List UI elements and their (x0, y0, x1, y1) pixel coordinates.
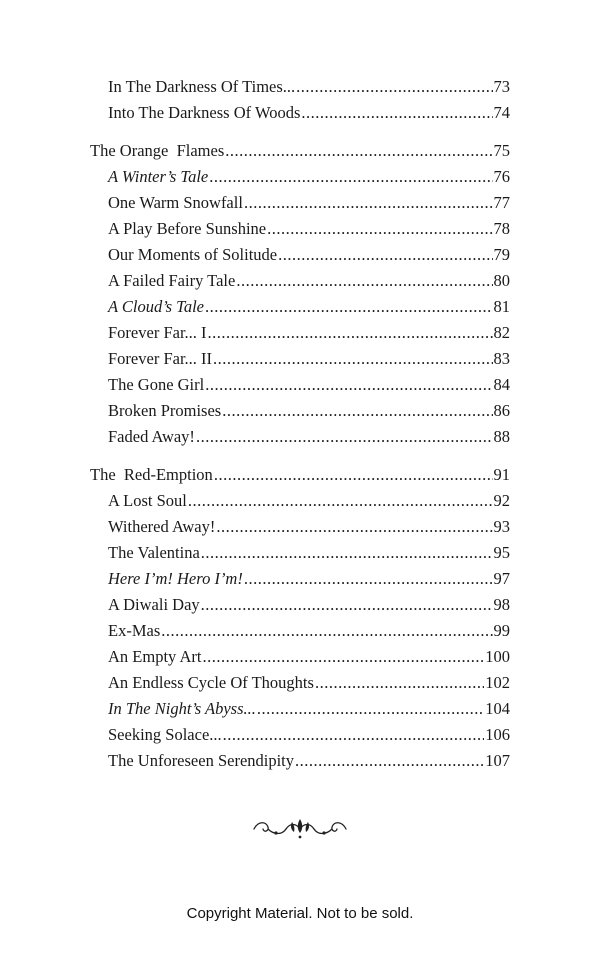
toc-entry (108, 647, 510, 667)
toc-entry (108, 103, 510, 123)
toc-entry-page-number: 92 (493, 491, 510, 510)
dot-leader (244, 193, 493, 213)
toc-entry (108, 517, 510, 537)
toc-entry (108, 323, 510, 343)
toc-entry (108, 245, 510, 265)
dot-leader (278, 245, 492, 265)
toc-entry-title: Here I’m! Hero I’m! (108, 569, 243, 588)
dot-leader (213, 349, 492, 369)
toc-entry-title: Forever Far... II (108, 349, 213, 368)
toc-entry-title: A Lost Soul (108, 491, 187, 510)
toc-entry (108, 193, 510, 213)
toc-entry-page-number: 81 (493, 297, 510, 316)
dot-leader (201, 543, 493, 563)
toc-entry-title: An Empty Art (108, 647, 202, 666)
toc-entry-title: The Red-Emption (90, 465, 213, 484)
toc-entry-page-number: 95 (493, 543, 510, 562)
toc-entry-page-number: 83 (493, 349, 510, 368)
toc-entry (108, 271, 510, 291)
toc-entry (108, 751, 510, 771)
dot-leader (236, 271, 492, 291)
dot-leader (223, 725, 485, 745)
toc-entry-title: An Endless Cycle Of Thoughts (108, 673, 314, 692)
dot-leader (244, 569, 493, 589)
toc-entry-title: Seeking Solace... (108, 725, 222, 744)
toc-entry (108, 167, 510, 187)
toc-entry (108, 569, 510, 589)
toc-entry-page-number: 82 (493, 323, 510, 342)
toc-entry-title: A Cloud’s Tale (108, 297, 204, 316)
toc-entry (108, 427, 510, 447)
dot-leader (201, 595, 493, 615)
toc-entry (108, 77, 510, 97)
toc-entry-page-number: 84 (493, 375, 510, 394)
toc-entry-page-number: 76 (493, 167, 510, 186)
dot-leader (209, 167, 492, 187)
dot-leader (205, 297, 493, 317)
toc-entry-title: Faded Away! (108, 427, 195, 446)
toc-entry-title: A Failed Fairy Tale (108, 271, 236, 290)
toc-entry (108, 595, 510, 615)
toc-entry (108, 297, 510, 317)
toc-entry-title: Ex-Mas (108, 621, 161, 640)
toc-entry-title: In The Darkness Of Times... (108, 77, 296, 96)
dot-leader (203, 647, 485, 667)
toc-entry (108, 491, 510, 511)
toc-entry-page-number: 102 (485, 673, 510, 692)
toc-entry-page-number: 91 (493, 465, 510, 484)
dot-leader (196, 427, 493, 447)
toc-entry-page-number: 79 (493, 245, 510, 264)
toc-entry-page-number: 99 (493, 621, 510, 640)
dot-leader (296, 77, 492, 97)
dot-leader (188, 491, 493, 511)
toc-entry-page-number: 73 (493, 77, 510, 96)
toc-entry-title: The Orange Flames (90, 141, 225, 160)
toc-entry-page-number: 104 (485, 699, 510, 718)
toc-entry-page-number: 93 (493, 517, 510, 536)
dot-leader (295, 751, 484, 771)
toc-entry-page-number: 80 (493, 271, 510, 290)
toc-entry-title: The Valentina (108, 543, 200, 562)
dot-leader (216, 517, 492, 537)
toc-entry-page-number: 98 (493, 595, 510, 614)
toc-entry (108, 725, 510, 745)
toc-entry-page-number: 86 (493, 401, 510, 420)
dot-leader (267, 219, 492, 239)
toc-entry (108, 349, 510, 369)
toc-entry-page-number: 77 (493, 193, 510, 212)
toc-entry (108, 543, 510, 563)
dot-leader (257, 699, 484, 719)
dot-leader (208, 323, 493, 343)
dot-leader (222, 401, 492, 421)
toc-entry-page-number: 74 (493, 103, 510, 122)
toc-entry-title: One Warm Snowfall (108, 193, 243, 212)
toc-entry-title: A Diwali Day (108, 595, 200, 614)
toc-entry-title: Forever Far... I (108, 323, 207, 342)
toc-entry (108, 699, 510, 719)
toc-entry-title: Broken Promises (108, 401, 222, 420)
dot-leader (205, 375, 492, 395)
toc-entry-page-number: 78 (493, 219, 510, 238)
flourish-ornament-icon (252, 815, 348, 843)
toc-entry-title: A Play Before Sunshine (108, 219, 267, 238)
toc-entry-page-number: 106 (485, 725, 510, 744)
toc-section-entry (90, 141, 510, 161)
toc-entry-title: A Winter’s Tale (108, 167, 209, 186)
dot-leader (214, 465, 493, 485)
toc-entry-title: In The Night’s Abyss... (108, 699, 256, 718)
toc-entry (108, 375, 510, 395)
toc-entry-page-number: 88 (493, 427, 510, 446)
toc-entry-title: Into The Darkness Of Woods (108, 103, 301, 122)
toc-entry-title: Withered Away! (108, 517, 216, 536)
dot-leader (315, 673, 484, 693)
toc-entry (108, 673, 510, 693)
toc-entry-title: The Unforeseen Serendipity (108, 751, 295, 770)
toc-entry-page-number: 100 (485, 647, 510, 666)
dot-leader (225, 141, 492, 161)
toc-section-entry (90, 465, 510, 485)
toc-entry (108, 219, 510, 239)
toc-entry-page-number: 107 (485, 751, 510, 770)
toc-entry (108, 401, 510, 421)
copyright-footer: Copyright Material. Not to be sold. (186, 905, 414, 922)
dot-leader (301, 103, 492, 123)
toc-entry-title: Our Moments of Solitude (108, 245, 278, 264)
toc-entry (108, 621, 510, 641)
dot-leader (161, 621, 492, 641)
toc-entry-page-number: 97 (493, 569, 510, 588)
toc-entry-page-number: 75 (493, 141, 510, 160)
toc-entry-title: The Gone Girl (108, 375, 205, 394)
